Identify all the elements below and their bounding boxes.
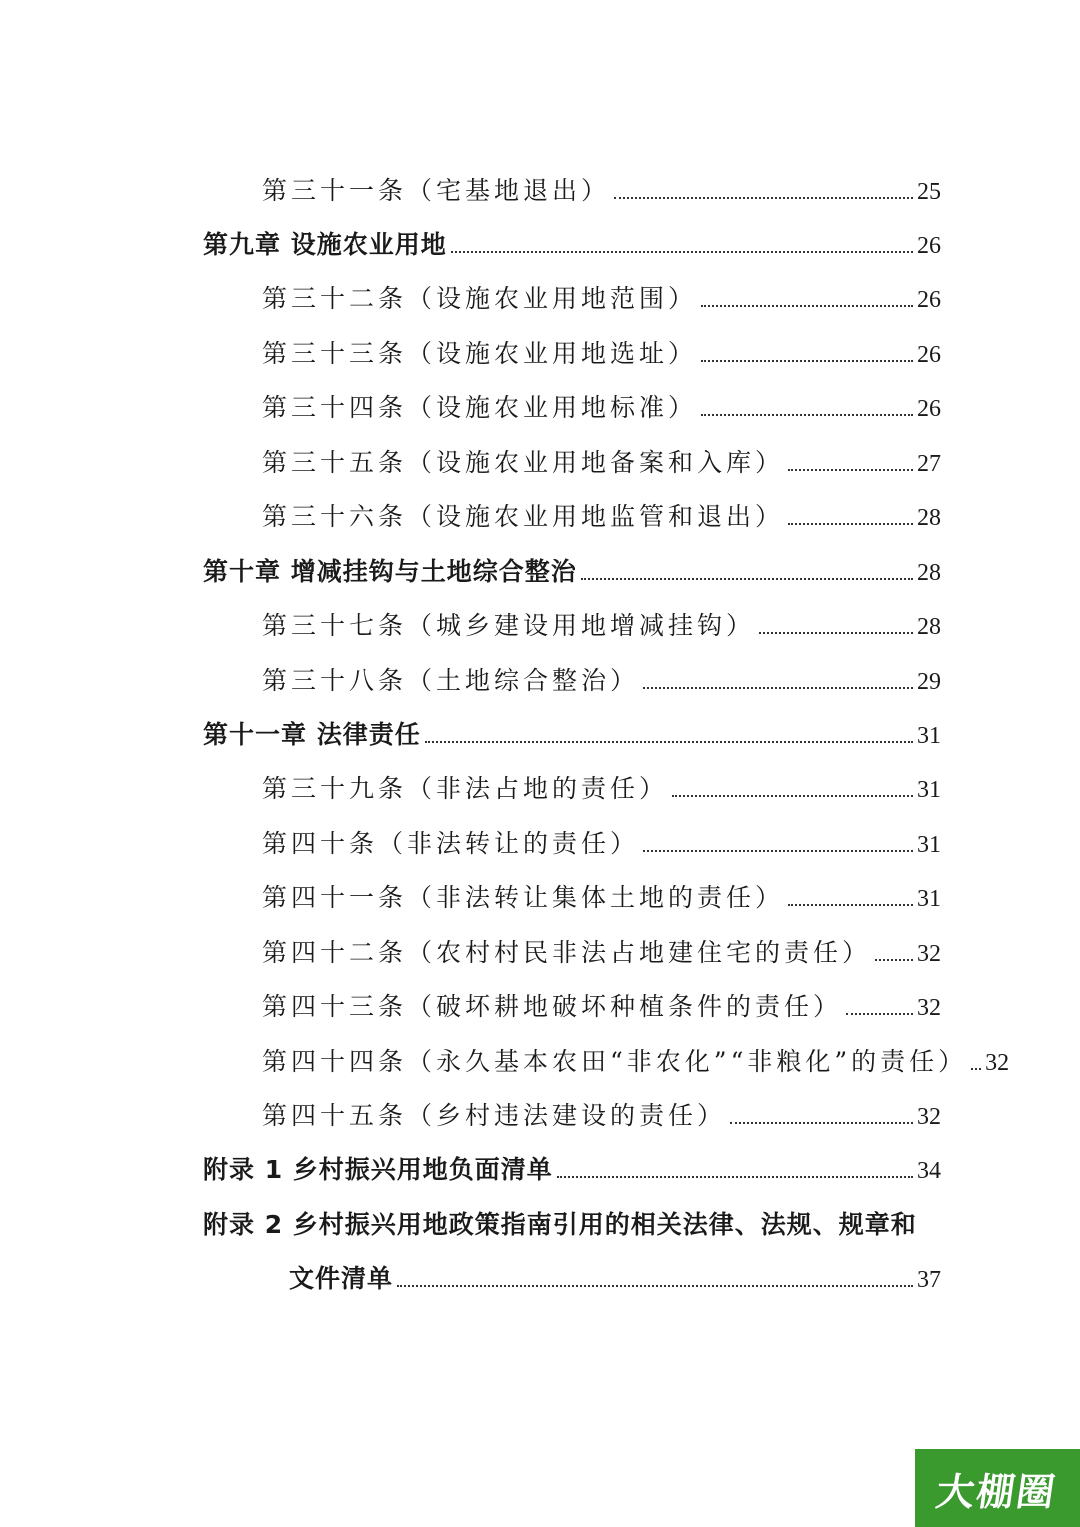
toc-chapter-entry: [0, 706, 1080, 760]
toc-entry-page-number: 28: [917, 614, 941, 640]
toc-entry-page-number: 26: [917, 342, 941, 368]
toc-entry-title: 第十一章 法律责任: [203, 720, 421, 749]
toc-entry-page-number: 32: [917, 995, 941, 1021]
toc-entry-title: 第四十三条（破坏耕地破坏种植条件的责任）: [262, 992, 843, 1021]
toc-entry-title: 第四十四条（永久基本农田“非农化”“非粮化”的责任）: [262, 1047, 968, 1076]
dot-leader: [451, 251, 913, 253]
toc-article-entry: [0, 597, 1080, 651]
dot-leader: [971, 1068, 981, 1070]
dot-leader: [701, 414, 913, 416]
dot-leader: [701, 305, 913, 307]
toc-article-entry: [0, 270, 1080, 324]
toc-entry-title: 第十章 增减挂钩与土地综合整治: [203, 557, 577, 586]
dot-leader: [672, 795, 913, 797]
dot-leader: [788, 904, 913, 906]
dot-leader: [759, 632, 913, 634]
toc-entry-page-number: 32: [985, 1050, 1010, 1076]
toc-article-entry: [0, 978, 1080, 1032]
toc-entry-page-number: 29: [917, 669, 941, 695]
toc-entry-page-number: 34: [917, 1158, 941, 1184]
toc-entry-title: 第四十五条（乡村违法建设的责任）: [262, 1101, 727, 1130]
toc-entry-title: 第九章 设施农业用地: [203, 230, 447, 259]
toc-entry-title: 文件清单: [289, 1264, 394, 1293]
toc-entry-page-number: 31: [917, 777, 941, 803]
toc-article-entry: [0, 815, 1080, 869]
toc-appendix2-line1: [0, 1196, 1080, 1250]
toc-entry-page-number: 27: [917, 451, 941, 477]
toc-entry-title: 附录 2 乡村振兴用地政策指南引用的相关法律、法规、规章和: [203, 1210, 917, 1239]
dot-leader: [557, 1176, 913, 1178]
toc-entry-title: 第三十五条（设施农业用地备案和入库）: [262, 448, 785, 477]
toc-article-entry: [0, 434, 1080, 488]
toc-article-entry: [0, 1087, 1080, 1141]
dot-leader: [875, 959, 913, 961]
dot-leader: [730, 1122, 913, 1124]
toc-chapter-entry: [0, 543, 1080, 597]
toc-entry-page-number: 31: [917, 886, 941, 912]
toc-entry-page-number: 26: [917, 233, 941, 259]
toc-entry-title: 第三十九条（非法占地的责任）: [262, 774, 669, 803]
toc-entry-page-number: 26: [917, 287, 941, 313]
toc-appendix2-line2: [0, 1250, 1080, 1304]
toc-entry-page-number: 26: [917, 396, 941, 422]
toc-article-entry: [0, 162, 1080, 216]
toc-entry-page-number: 25: [917, 179, 941, 205]
dot-leader: [614, 197, 913, 199]
toc-entry-page-number: 32: [917, 941, 941, 967]
toc-entry-title: 附录 1 乡村振兴用地负面清单: [203, 1155, 553, 1184]
toc-entry-page-number: 32: [917, 1104, 941, 1130]
watermark-logo: [915, 1449, 1080, 1527]
dot-leader: [425, 741, 913, 743]
toc-article-entry: [0, 760, 1080, 814]
toc-entry-title: 第三十七条（城乡建设用地增减挂钩）: [262, 611, 756, 640]
toc-entry-title: 第四十条（非法转让的责任）: [262, 829, 640, 858]
watermark-text: 大棚圈: [933, 1469, 1061, 1514]
toc-entry-title: 第三十三条（设施农业用地选址）: [262, 339, 698, 368]
toc-article-entry: [0, 325, 1080, 379]
toc-entry-title: 第四十二条（农村村民非法占地建住宅的责任）: [262, 938, 872, 967]
toc-entry-title: 第三十二条（设施农业用地范围）: [262, 284, 698, 313]
toc-entry-title: 第四十一条（非法转让集体土地的责任）: [262, 883, 785, 912]
toc-entry-title: 第三十八条（土地综合整治）: [262, 666, 640, 695]
dot-leader: [846, 1013, 913, 1015]
dot-leader: [397, 1285, 913, 1287]
toc-article-entry: [0, 379, 1080, 433]
dot-leader: [788, 523, 913, 525]
toc-article-entry: [0, 1033, 1080, 1087]
toc-entry-title: 第三十六条（设施农业用地监管和退出）: [262, 502, 785, 531]
toc-article-entry: [0, 652, 1080, 706]
toc-chapter-entry: [0, 1141, 1080, 1195]
dot-leader: [701, 360, 913, 362]
dot-leader: [643, 687, 913, 689]
toc-article-entry: [0, 488, 1080, 542]
toc-entry-title: 第三十一条（宅基地退出）: [262, 176, 611, 205]
toc-entry-page-number: 37: [917, 1267, 941, 1293]
dot-leader: [581, 578, 913, 580]
toc-article-entry: [0, 869, 1080, 923]
dot-leader: [643, 850, 913, 852]
toc-chapter-entry: [0, 216, 1080, 270]
dot-leader: [788, 469, 913, 471]
toc-entry-title: 第三十四条（设施农业用地标准）: [262, 393, 698, 422]
toc-entry-page-number: 31: [917, 723, 941, 749]
toc-article-entry: [0, 924, 1080, 978]
toc-entry-page-number: 28: [917, 560, 941, 586]
toc-entry-page-number: 28: [917, 505, 941, 531]
toc-entry-page-number: 31: [917, 832, 941, 858]
